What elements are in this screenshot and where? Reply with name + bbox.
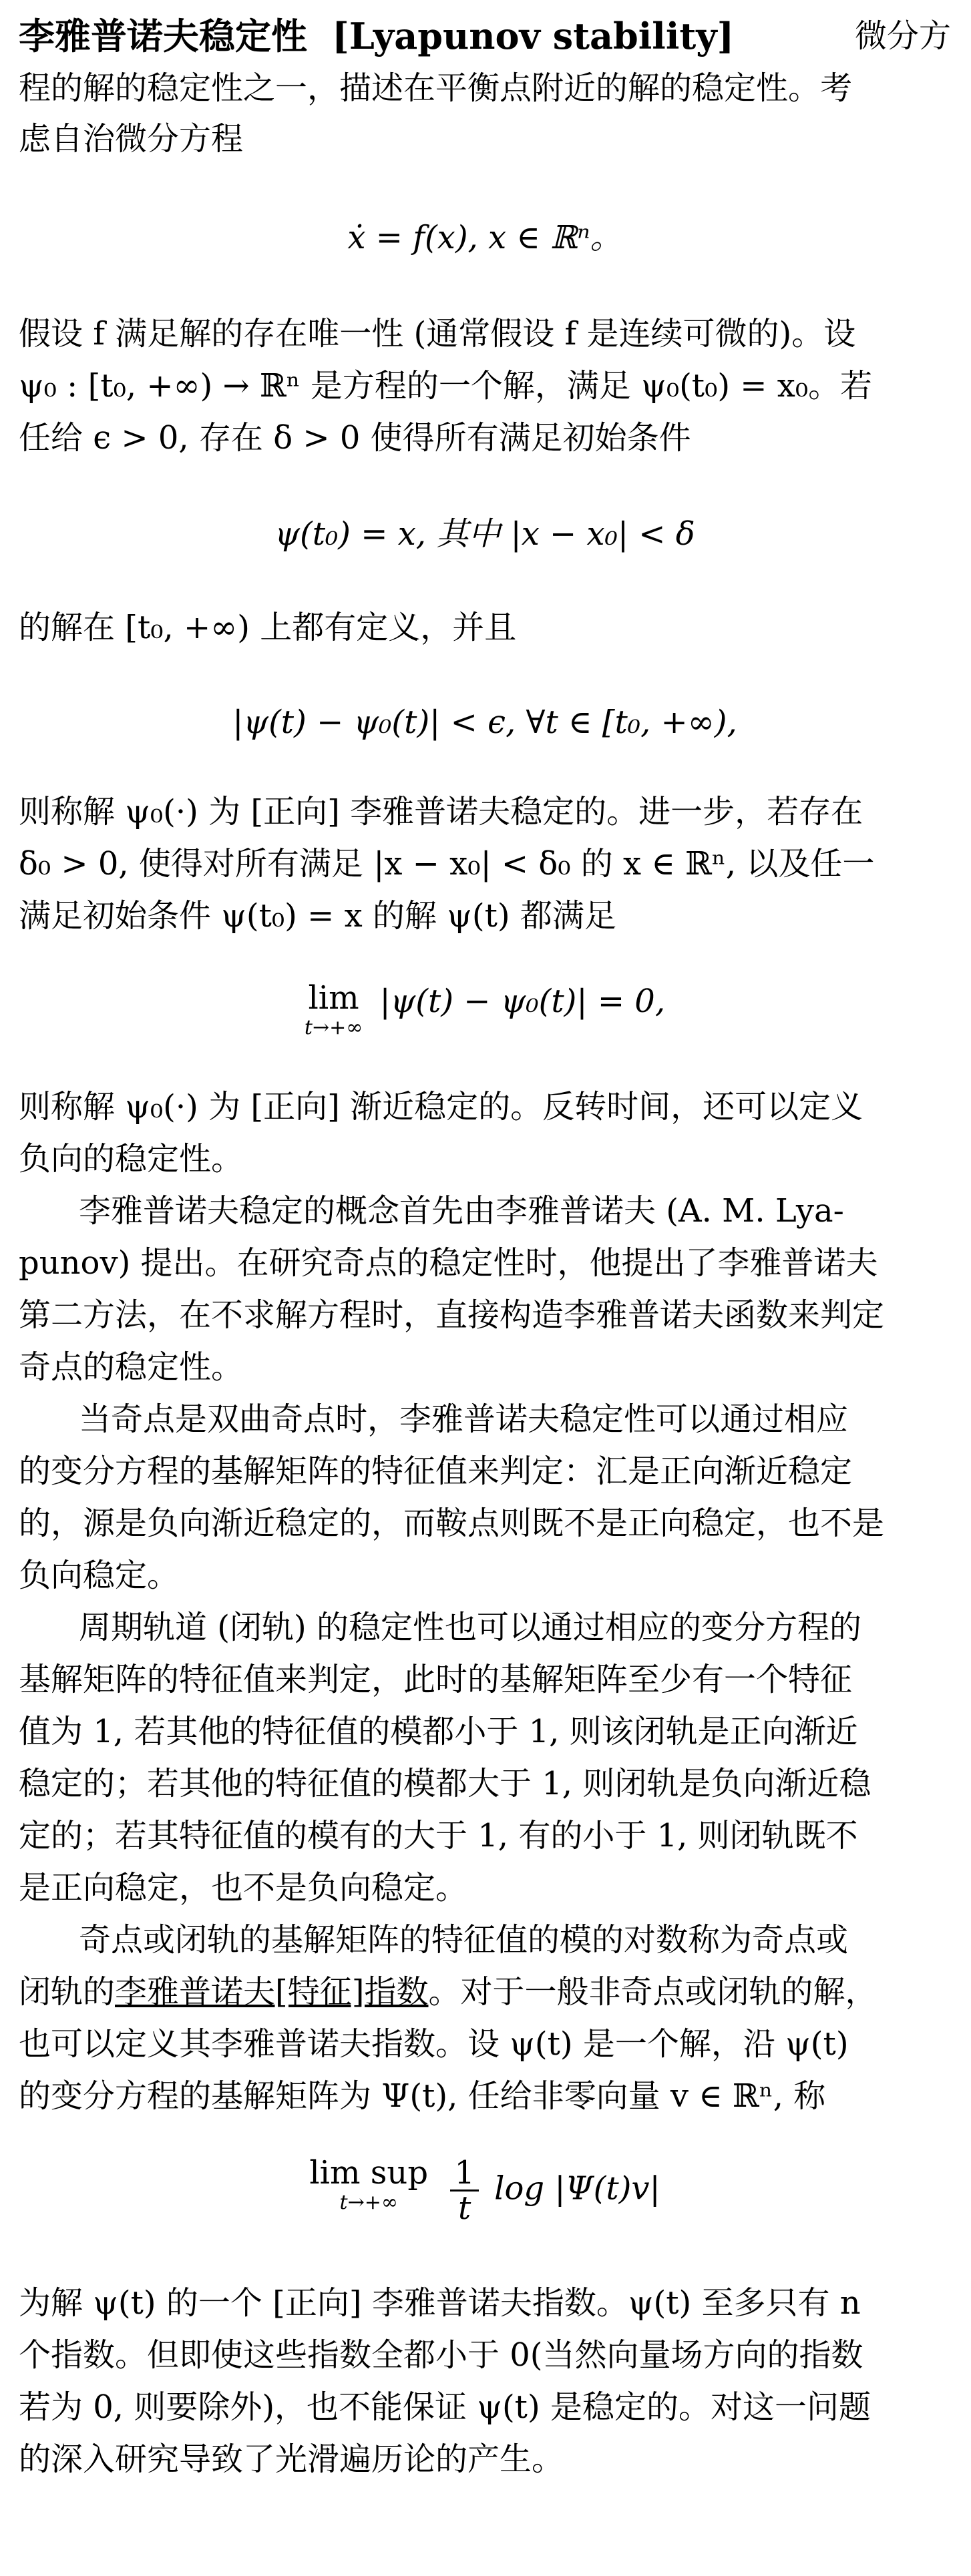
text-line: 负向的稳定性。 [19,1140,244,1178]
text-line: 负向稳定。 [19,1557,180,1594]
text-line: 的变分方程的基解矩阵的特征值来判定：汇是正向渐近稳定 [19,1453,853,1490]
text-line: 的变分方程的基解矩阵为 Ψ(t), 任给非零向量 v ∈ ℝⁿ, 称 [19,2077,826,2115]
text-line: 第二方法，在不求解方程时，直接构造李雅普诺夫函数来判定 [19,1296,885,1334]
text-line: δ₀ > 0, 使得对所有满足 |x − x₀| < δ₀ 的 x ∈ ℝⁿ, 以及任一 [19,845,875,882]
entry-title-en: [Lyapunov stability] [332,15,735,57]
text-line: 的，源是负向渐近稳定的，而鞍点则既不是正向稳定，也不是 [19,1505,885,1542]
equation-limsup [19,2156,951,2250]
limit-body: |ψ(t) − ψ₀(t)| = 0, [379,983,666,1020]
text-line: 个指数。但即使这些指数全都小于 0(当然向量场方向的指数 [19,2336,863,2374]
text-line: 值为 1, 若其他的特征值的模都小于 1, 则该闭轨是正向渐近 [19,1713,858,1750]
text-line: 基解矩阵的特征值来判定，此时的基解矩阵至少有一个特征 [19,1661,853,1698]
text-line: 任给 ϵ > 0, 存在 δ > 0 使得所有满足初始条件 [19,419,691,457]
limit-subscript: t→+∞ [304,1016,363,1040]
equation-limit [19,981,951,1055]
text-line: ψ₀ : [t₀, +∞) → ℝⁿ 是方程的一个解，满足 ψ₀(t₀) = x₀。若 [19,367,873,405]
limit-operator: lim [308,979,359,1017]
text-line: punov) 提出。在研究奇点的稳定性时，他提出了李雅普诺夫 [19,1244,878,1282]
text-line: 奇点或闭轨的基解矩阵的特征值的模的对数称为奇点或 [79,1921,849,1959]
text-line: 的深入研究导致了光滑遍历论的产生。 [19,2440,564,2478]
text-line: 的解在 [t₀, +∞) 上都有定义，并且 [19,609,517,646]
text-line: 闭轨的李雅普诺夫[特征]指数。对于一般非奇点或闭轨的解， [19,1973,878,2011]
text-line: 奇点的稳定性。 [19,1348,244,1386]
text-line: 定的；若其特征值的模有的大于 1, 有的小于 1, 则闭轨既不 [19,1817,858,1854]
text-line: 是正向稳定，也不是负向稳定。 [19,1869,468,1906]
entry-title: 李雅普诺夫稳定性 [19,15,307,57]
text-line: 当奇点是双曲奇点时，李雅普诺夫稳定性可以通过相应 [79,1400,849,1438]
title-line [19,16,951,64]
fraction: $\frac{1}{t}$ [450,2156,479,2226]
equation: ψ(t₀) = x, 其中 |x − x₀| < δ [274,515,695,553]
text-line: 李雅普诺夫稳定的概念首先由李雅普诺夫 (A. M. Lya- [79,1192,844,1230]
text-line: 稳定的；若其他的特征值的模都大于 1, 则闭轨是负向渐近稳 [19,1765,871,1802]
text-line: 则称解 ψ₀(·) 为 [正向] 李雅普诺夫稳定的。进一步，若存在 [19,793,863,830]
limsup-body: log |Ψ(t)v| [494,2169,660,2208]
text-line: 为解 ψ(t) 的一个 [正向] 李雅普诺夫指数。ψ(t) 至多只有 n [19,2284,861,2322]
text-line: 程的解的稳定性之一，描述在平衡点附近的解的稳定性。考 [19,69,853,107]
text-line: 也可以定义其李雅普诺夫指数。设 ψ(t) 是一个解，沿 ψ(t) [19,2025,849,2063]
text-line: 假设 f 满足解的存在唯一性 (通常假设 f 是连续可微的)。设 [19,315,856,352]
limsup-operator: lim sup [309,2154,429,2192]
equation: ẋ = f(x), x ∈ ℝⁿ。 [347,219,622,256]
text-line: 满足初始条件 ψ(t₀) = x 的解 ψ(t) 都满足 [19,897,616,935]
text-line: 虑自治微分方程 [19,120,244,158]
limsup-subscript: t→+∞ [339,2191,398,2215]
text-line: 微分方 [854,17,951,55]
text-line: 若为 0, 则要除外)，也不能保证 ψ(t) 是稳定的。对这一问题 [19,2388,871,2426]
equation: |ψ(t) − ψ₀(t)| < ϵ, ∀t ∈ [t₀, +∞), [232,704,737,741]
cross-reference-link[interactable]: 李雅普诺夫[特征]指数 [115,1973,429,2011]
text-line: 则称解 ψ₀(·) 为 [正向] 渐近稳定的。反转时间，还可以定义 [19,1088,863,1125]
text-line: 周期轨道 (闭轨) 的稳定性也可以通过相应的变分方程的 [79,1609,861,1646]
